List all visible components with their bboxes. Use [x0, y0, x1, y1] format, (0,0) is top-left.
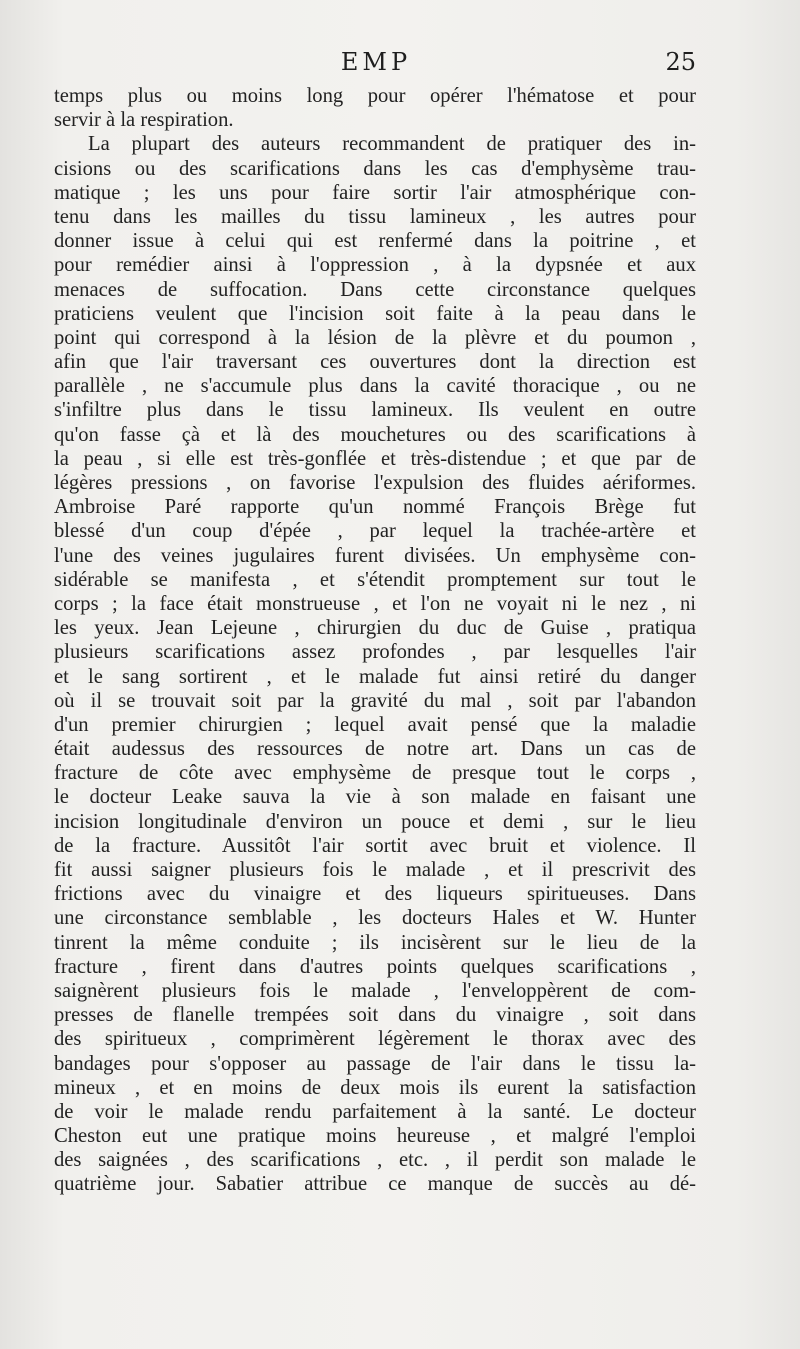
text-line: qu'on fasse çà et là des mouchetures ou des scarifications à — [54, 423, 696, 446]
text-line: incision longitudinale d'environ un pouce et demi , sur le lieu — [54, 810, 696, 833]
text-line: Cheston eut une pratique moins heureuse , et malgré l'emploi — [54, 1125, 696, 1148]
text-line: cisions ou des scarifications dans les cas d'emphysème trau- — [54, 157, 696, 180]
text-line: quatrième jour. Sabatier attribue ce manque de succès au dé- — [54, 1173, 696, 1196]
text-line: était audessus des ressources de notre art. Dans un cas de — [54, 738, 696, 761]
text-line: de voir le malade rendu parfaitement à la santé. Le docteur — [54, 1100, 696, 1123]
text-line: praticiens veulent que l'incision soit faite à la peau dans le — [54, 302, 696, 325]
text-line: une circonstance semblable , les docteurs Hales et W. Hunter — [54, 907, 696, 930]
body-text — [54, 84, 696, 1197]
text-line: des spiritueux , comprimèrent légèrement le thorax avec des — [54, 1028, 696, 1051]
text-line: sidérable se manifesta , et s'étendit promptement sur tout le — [54, 568, 696, 591]
text-line: menaces de suffocation. Dans cette circonstance quelques — [54, 278, 696, 301]
text-line: servir à la respiration. — [54, 109, 234, 132]
text-line: le docteur Leake sauva la vie à son malade en faisant une — [54, 786, 696, 809]
page-number: 25 — [665, 48, 696, 76]
text-line: matique ; les uns pour faire sortir l'air atmosphérique con- — [54, 181, 696, 204]
text-line: fracture , firent dans d'autres points quelques scarifications , — [54, 955, 696, 978]
page-header — [56, 48, 696, 82]
text-line: frictions avec du vinaigre et des liqueurs spiritueuses. Dans — [54, 883, 696, 906]
text-line: de la fracture. Aussitôt l'air sortit avec bruit et violence. Il — [54, 834, 696, 857]
running-head: EMP — [340, 48, 412, 76]
text-line: saignèrent plusieurs fois le malade , l'enveloppèrent de com- — [54, 979, 696, 1002]
text-line: point qui correspond à la lésion de la plèvre et du poumon , — [54, 326, 696, 349]
paragraph-first-line: La plupart des auteurs recommandent de pratiquer des in- — [88, 133, 696, 156]
text-line: corps ; la face était monstrueuse , et l'on ne voyait ni le nez , ni — [54, 592, 696, 615]
text-line: presses de flanelle trempées soit dans du vinaigre , soit dans — [54, 1004, 696, 1027]
text-line: et le sang sortirent , et le malade fut ainsi retiré du danger — [54, 665, 696, 688]
text-line: fit aussi saigner plusieurs fois le malade , et il prescrivit des — [54, 859, 696, 881]
text-line: fracture de côte avec emphysème de presque tout le corps , — [54, 762, 696, 785]
text-line: tinrent la même conduite ; ils incisèrent sur le lieu de la — [54, 931, 696, 954]
text-line: des saignées , des scarifications , etc. , il perdit son malade le — [54, 1149, 696, 1172]
text-line: d'un premier chirurgien ; lequel avait pensé que la maladie — [54, 713, 696, 736]
text-line: bandages pour s'opposer au passage de l'air dans le tissu la- — [54, 1052, 696, 1075]
text-line: Ambroise Paré rapporte qu'un nommé François Brège fut — [54, 496, 696, 519]
text-line: tenu dans les mailles du tissu lamineux , les autres pour — [54, 205, 696, 228]
text-line: pour remédier ainsi à l'oppression , à la dypsnée et aux — [54, 254, 696, 277]
text-line: mineux , et en moins de deux mois ils eurent la satisfaction — [54, 1076, 696, 1099]
text-line: blessé d'un coup d'épée , par lequel la trachée-artère et — [54, 520, 696, 543]
text-line: s'infiltre plus dans le tissu lamineux. Ils veulent en outre — [54, 399, 696, 422]
text-line: parallèle , ne s'accumule plus dans la cavité thoracique , ou ne — [54, 375, 696, 398]
text-line: plusieurs scarifications assez profondes , par lesquelles l'air — [54, 641, 696, 664]
text-line: légères pressions , on favorise l'expulsion des fluides aériformes. — [54, 472, 696, 494]
text-line: les yeux. Jean Lejeune , chirurgien du duc de Guise , pratiqua — [54, 617, 696, 640]
text-line: afin que l'air traversant ces ouvertures dont la direction est — [54, 351, 696, 374]
text-line: l'une des veines jugulaires furent divisées. Un emphysème con- — [54, 544, 696, 567]
text-line: donner issue à celui qui est renfermé dans la poitrine , et — [54, 230, 696, 253]
text-line: la peau , si elle est très-gonflée et très-distendue ; et que par de — [54, 447, 696, 470]
text-line: où il se trouvait soit par la gravité du mal , soit par l'abandon — [54, 689, 696, 712]
text-line: temps plus ou moins long pour opérer l'hématose et pour — [54, 85, 696, 107]
